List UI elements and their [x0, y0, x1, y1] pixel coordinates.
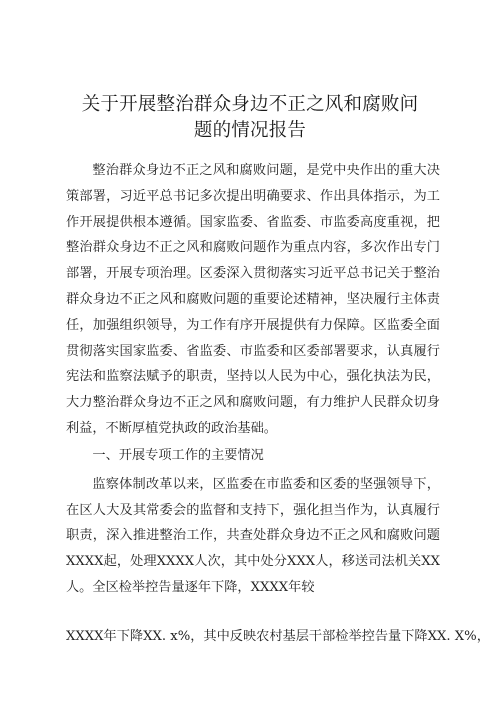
intro-paragraph: 整治群众身边不正之风和腐败问题，是党中央作出的重大决策部署，习近平总书记多次提出明确要求、作出具体指示，为工作开展提供根本遵循。国家监委、省监委、市监委高度重视，把整治群众身边不正之风和腐败问题作为重点内容，多次作出专门部署，开展专项治理。区委深入贯彻落实习近平总书记关于整治群众身边不正之风和腐败问题的重要论述精神，坚决履行主体责任，加强组织领导，为工作有序开展提供有力保障。区监委全面贯彻落实国家监委、省监委、市监委和区委部署要求，认真履行宪法和监察法赋予的职责，坚持以人民为中心，强化执法为民，大力整治群众身边不正之风和腐败问题，有力维护人民群众切身利益，不断厚植党执政的政治基础。: [66, 163, 440, 436]
section-paragraph: 监察体制改革以来，区监委在市监委和区委的坚强领导下，在区人大及其常委会的监督和支持下，强化担当作为，认真履行职责，深入推进整治工作，共查处群众身边不正之风和腐败问题XXXX起，处理XXXX人次，其中处分XXX人，移送司法机关XX人。全区检举控告量逐年下降，XXXX年较: [66, 476, 440, 595]
section-heading: 一、开展专项工作的主要情况: [92, 447, 264, 463]
continuation-paragraph: XXXX年下降XX. x%，其中反映农村基层干部检举控告量下降XX. X%，: [66, 629, 490, 644]
title-line-2: 题的情况报告: [193, 120, 307, 141]
title-line-1: 关于开展整治群众身边不正之风和腐败问: [81, 94, 419, 115]
document-title: [60, 92, 440, 144]
document-body: [66, 158, 440, 601]
